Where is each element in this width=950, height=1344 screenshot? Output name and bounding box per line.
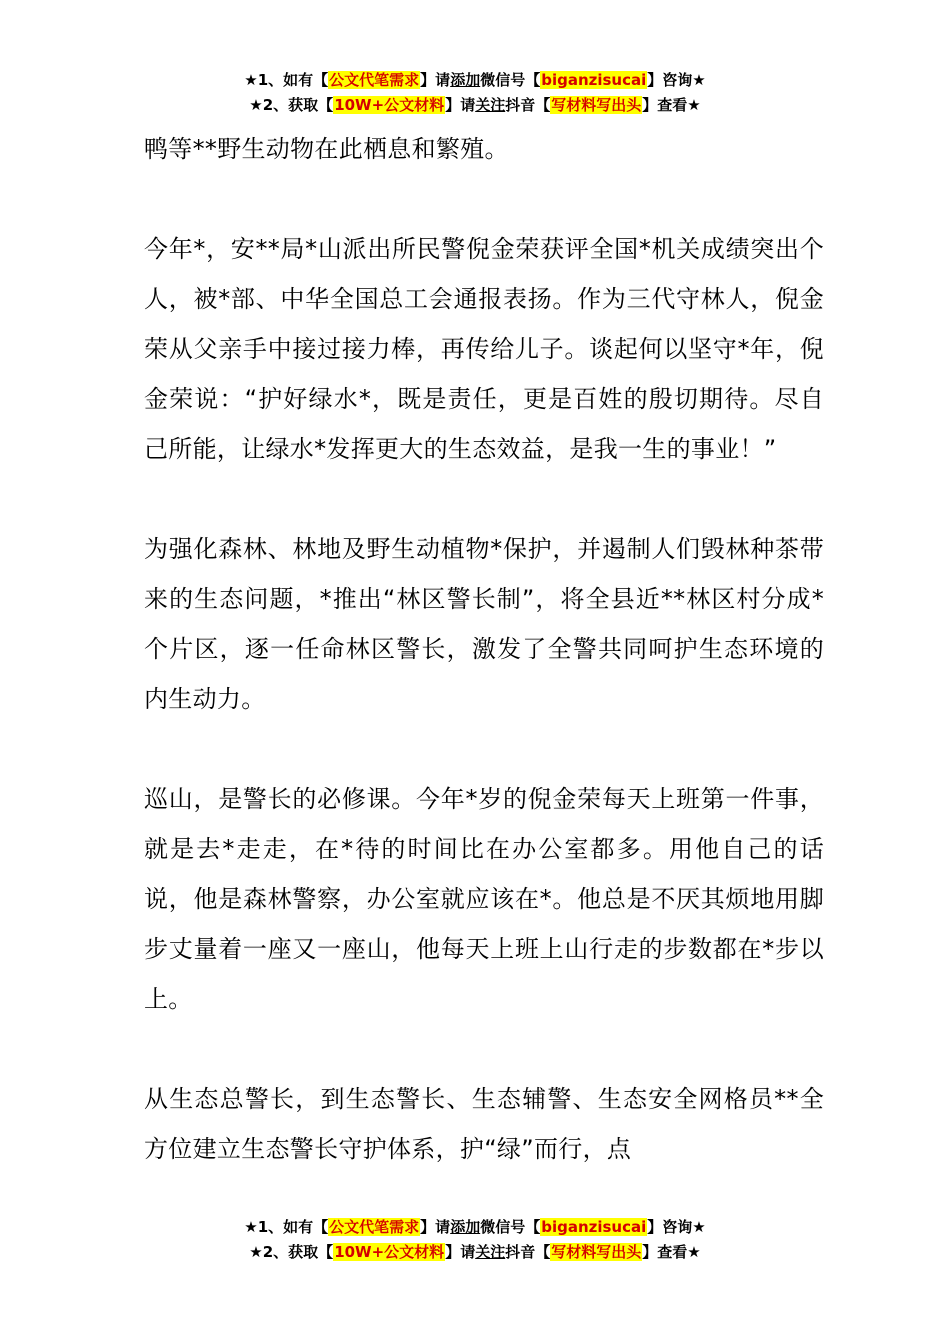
banner-text: 】请 xyxy=(445,96,476,114)
banner-text: 】咨询★ xyxy=(647,71,706,89)
banner-line-1 xyxy=(0,68,950,93)
banner-line-1 xyxy=(0,1215,950,1240)
banner-underline-add: 添加 xyxy=(450,1218,481,1236)
banner-text: ★1、如有【 xyxy=(244,1218,329,1236)
banner-text: 】请 xyxy=(420,1218,451,1236)
paragraph-1: 鸭等**野生动物在此栖息和繁殖。 xyxy=(144,135,509,163)
document-body xyxy=(144,124,824,1174)
banner-underline-follow: 关注 xyxy=(475,1243,506,1261)
banner-text: 】请 xyxy=(420,71,451,89)
banner-text: ★1、如有【 xyxy=(244,71,329,89)
banner-text: 】查看★ xyxy=(642,1243,701,1261)
banner-line-2 xyxy=(0,93,950,118)
banner-highlight-materials: 10W+公文材料 xyxy=(334,1243,445,1261)
banner-highlight-materials: 10W+公文材料 xyxy=(334,96,445,114)
paragraph-4: 巡山，是警长的必修课。今年*岁的倪金荣每天上班第一件事，就是去*走走，在*待的时间比在办公室都多。用他自己的话说，他是森林警察，办公室就应该在*。他总是不厌其烦地用脚步丈量着一座又一座山，他每天上班上山行走的步数都在*步以上。 xyxy=(144,785,824,1013)
paragraph-5: 从生态总警长，到生态警长、生态辅警、生态安全网格员**全方位建立生态警长守护体系，护“绿”而行，点 xyxy=(144,1085,824,1163)
banner-text: 抖音【 xyxy=(505,1243,551,1261)
banner-highlight-wechat-id: biganzisucai xyxy=(541,71,647,89)
banner-text: 】请 xyxy=(445,1243,476,1261)
banner-text: ★2、获取【 xyxy=(249,96,334,114)
paragraph-3: 为强化森林、林地及野生动植物*保护，并遏制人们毁林种茶带来的生态问题，*推出“林区警长制”，将全县近**林区村分成*个片区，逐一任命林区警长，激发了全警共同呵护生态环境的内生动力。 xyxy=(144,535,824,713)
paragraph-2: 今年*，安**局*山派出所民警倪金荣获评全国*机关成绩突出个人，被*部、中华全国总工会通报表扬。作为三代守林人，倪金荣从父亲手中接过接力棒，再传给儿子。谈起何以坚守*年，倪金荣说：“护好绿水*，既是责任，更是百姓的殷切期待。尽自己所能，让绿水*发挥更大的生态效益，是我一生的事业！” xyxy=(144,235,824,463)
header-banner xyxy=(0,68,950,118)
banner-underline-add: 添加 xyxy=(450,71,481,89)
banner-text: 】查看★ xyxy=(642,96,701,114)
banner-highlight-service: 公文代笔需求 xyxy=(329,71,420,89)
banner-highlight-service: 公文代笔需求 xyxy=(329,1218,420,1236)
banner-line-2 xyxy=(0,1240,950,1265)
banner-text: ★2、获取【 xyxy=(249,1243,334,1261)
banner-underline-follow: 关注 xyxy=(475,96,506,114)
banner-highlight-douyin-id: 写材料写出头 xyxy=(551,1243,642,1261)
banner-highlight-douyin-id: 写材料写出头 xyxy=(551,96,642,114)
footer-banner xyxy=(0,1215,950,1265)
banner-text: 微信号【 xyxy=(480,71,541,89)
banner-text: 抖音【 xyxy=(505,96,551,114)
banner-text: 微信号【 xyxy=(480,1218,541,1236)
banner-text: 】咨询★ xyxy=(647,1218,706,1236)
banner-highlight-wechat-id: biganzisucai xyxy=(541,1218,647,1236)
